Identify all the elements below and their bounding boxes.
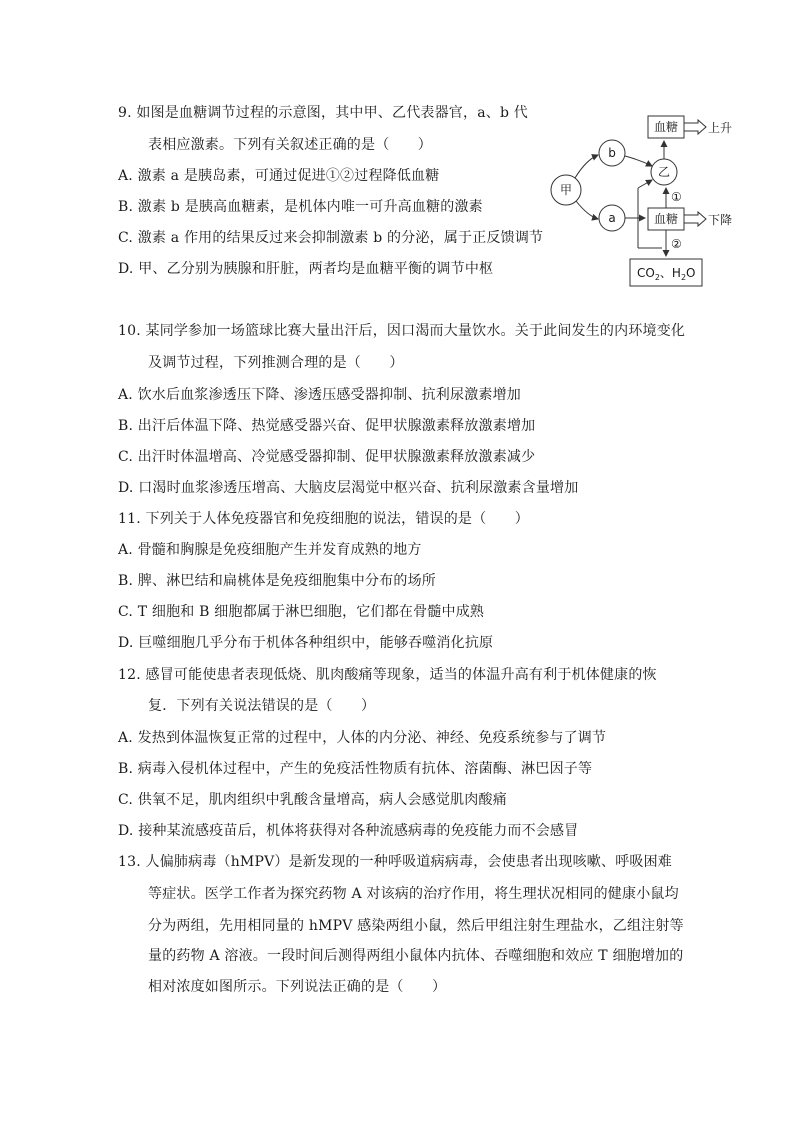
q9-option-d: D. 甲、乙分别为胰腺和肝脏，两者均是血糖平衡的调节中枢 xyxy=(118,261,494,277)
q13-stem-line-4: 量的药物 A 溶液。一段时间后测得两组小鼠体内抗体、吞噬细胞和效应 T 细胞增加的 xyxy=(148,948,684,964)
q9-option-b: B. 激素 b 是胰高血糖素，是机体内唯一可升高血糖的激素 xyxy=(118,199,483,215)
q12-stem-line-1: 12. 感冒可能使患者表现低烧、肌肉酸痛等现象，适当的体温升高有利于机体健康的恢 xyxy=(118,667,657,683)
node-jia-label: 甲 xyxy=(559,183,573,197)
q13-stem-line-3: 分为两组，先用相同量的 hMPV 感染两组小鼠，然后甲组注射生理盐水，乙组注射等 xyxy=(148,918,684,934)
q12-option-d: D. 接种某流感疫苗后，机体将获得对各种流感病毒的免疫能力而不会感冒 xyxy=(118,823,579,839)
q12-option-b: B. 病毒入侵机体过程中，产生的免疫活性物质有抗体、溶菌酶、淋巴因子等 xyxy=(118,761,593,777)
q13-stem-line-5: 相对浓度如图所示。下列说法正确的是（ ） xyxy=(148,979,447,995)
q9-stem-line-2: 表相应激素。下列有关叙述正确的是（ ） xyxy=(148,137,432,153)
q10-option-a: A. 饮水后血浆渗透压下降、渗透压感受器抑制、抗利尿激素增加 xyxy=(118,387,522,403)
node-b-label: b xyxy=(608,146,616,160)
process-2-mark: ② xyxy=(671,237,682,251)
co2-h2o-label: $CO_2$、$H_2O$ xyxy=(637,266,696,282)
fall-arrow-icon xyxy=(684,212,706,226)
q11-option-a: A. 骨髓和胸腺是免疫细胞产生并发育成熟的地方 xyxy=(118,542,422,558)
q9-option-a: A. 激素 a 是胰岛素，可通过促进①②过程降低血糖 xyxy=(118,168,440,184)
q10-option-d: D. 口渴时血浆渗透压增高、大脑皮层渴觉中枢兴奋、抗利尿激素含量增加 xyxy=(118,480,579,496)
fall-label: 下降 xyxy=(708,213,733,227)
q12-option-a: A. 发热到体温恢复正常的过程中，人体的内分泌、神经、免疫系统参与了调节 xyxy=(118,730,607,746)
q9-stem-line-1: 9. 如图是血糖调节过程的示意图，其中甲、乙代表器官，a、b 代 xyxy=(118,105,528,121)
q10-option-c: C. 出汗时体温增高、冷觉感受器抑制、促甲状腺激素释放激素减少 xyxy=(118,449,536,465)
q12-option-c: C. 供氧不足，肌肉组织中乳酸含量增高，病人会感觉肌肉酸痛 xyxy=(118,792,507,808)
blood-glucose-diagram xyxy=(540,108,750,294)
process-1-mark: ① xyxy=(671,190,682,204)
q12-stem-line-2: 复．下列有关说法错误的是（ ） xyxy=(148,698,376,714)
q11-option-b: B. 脾、淋巴结和扁桃体是免疫细胞集中分布的场所 xyxy=(118,573,436,589)
node-a-label: a xyxy=(608,211,616,225)
q10-stem-line-1: 10. 某同学参加一场篮球比赛大量出汗后，因口渴而大量饮水。关于此间发生的内环境变化 xyxy=(118,323,686,339)
rise-label: 上升 xyxy=(708,121,733,135)
blood-sugar-top-label: 血糖 xyxy=(653,120,679,134)
q13-stem-line-1: 13. 人偏肺病毒（hMPV）是新发现的一种呼吸道病病毒，会使患者出现咳嗽、呼吸困难 xyxy=(118,854,672,870)
q11-stem-line-1: 11. 下列关于人体免疫器官和免疫细胞的说法，错误的是（ ） xyxy=(118,511,529,527)
node-yi-label: 乙 xyxy=(657,165,671,179)
blood-sugar-mid-label: 血糖 xyxy=(653,212,679,226)
q10-stem-line-2: 及调节过程，下列推测合理的是（ ） xyxy=(148,355,404,371)
q11-option-c: C. T 细胞和 B 细胞都属于淋巴细胞，它们都在骨髓中成熟 xyxy=(118,604,485,620)
q10-option-b: B. 出汗后体温下降、热觉感受器兴奋、促甲状腺激素释放激素增加 xyxy=(118,418,536,434)
q13-stem-line-2: 等症状。医学工作者为探究药物 A 对该病的治疗作用，将生理状况相同的健康小鼠均 xyxy=(148,886,679,902)
q11-option-d: D. 巨噬细胞几乎分布于机体各种组织中，能够吞噬消化抗原 xyxy=(118,635,494,651)
rise-arrow-icon xyxy=(684,120,706,134)
q9-option-c: C. 激素 a 作用的结果反过来会抑制激素 b 的分泌，属于正反馈调节 xyxy=(118,230,544,246)
